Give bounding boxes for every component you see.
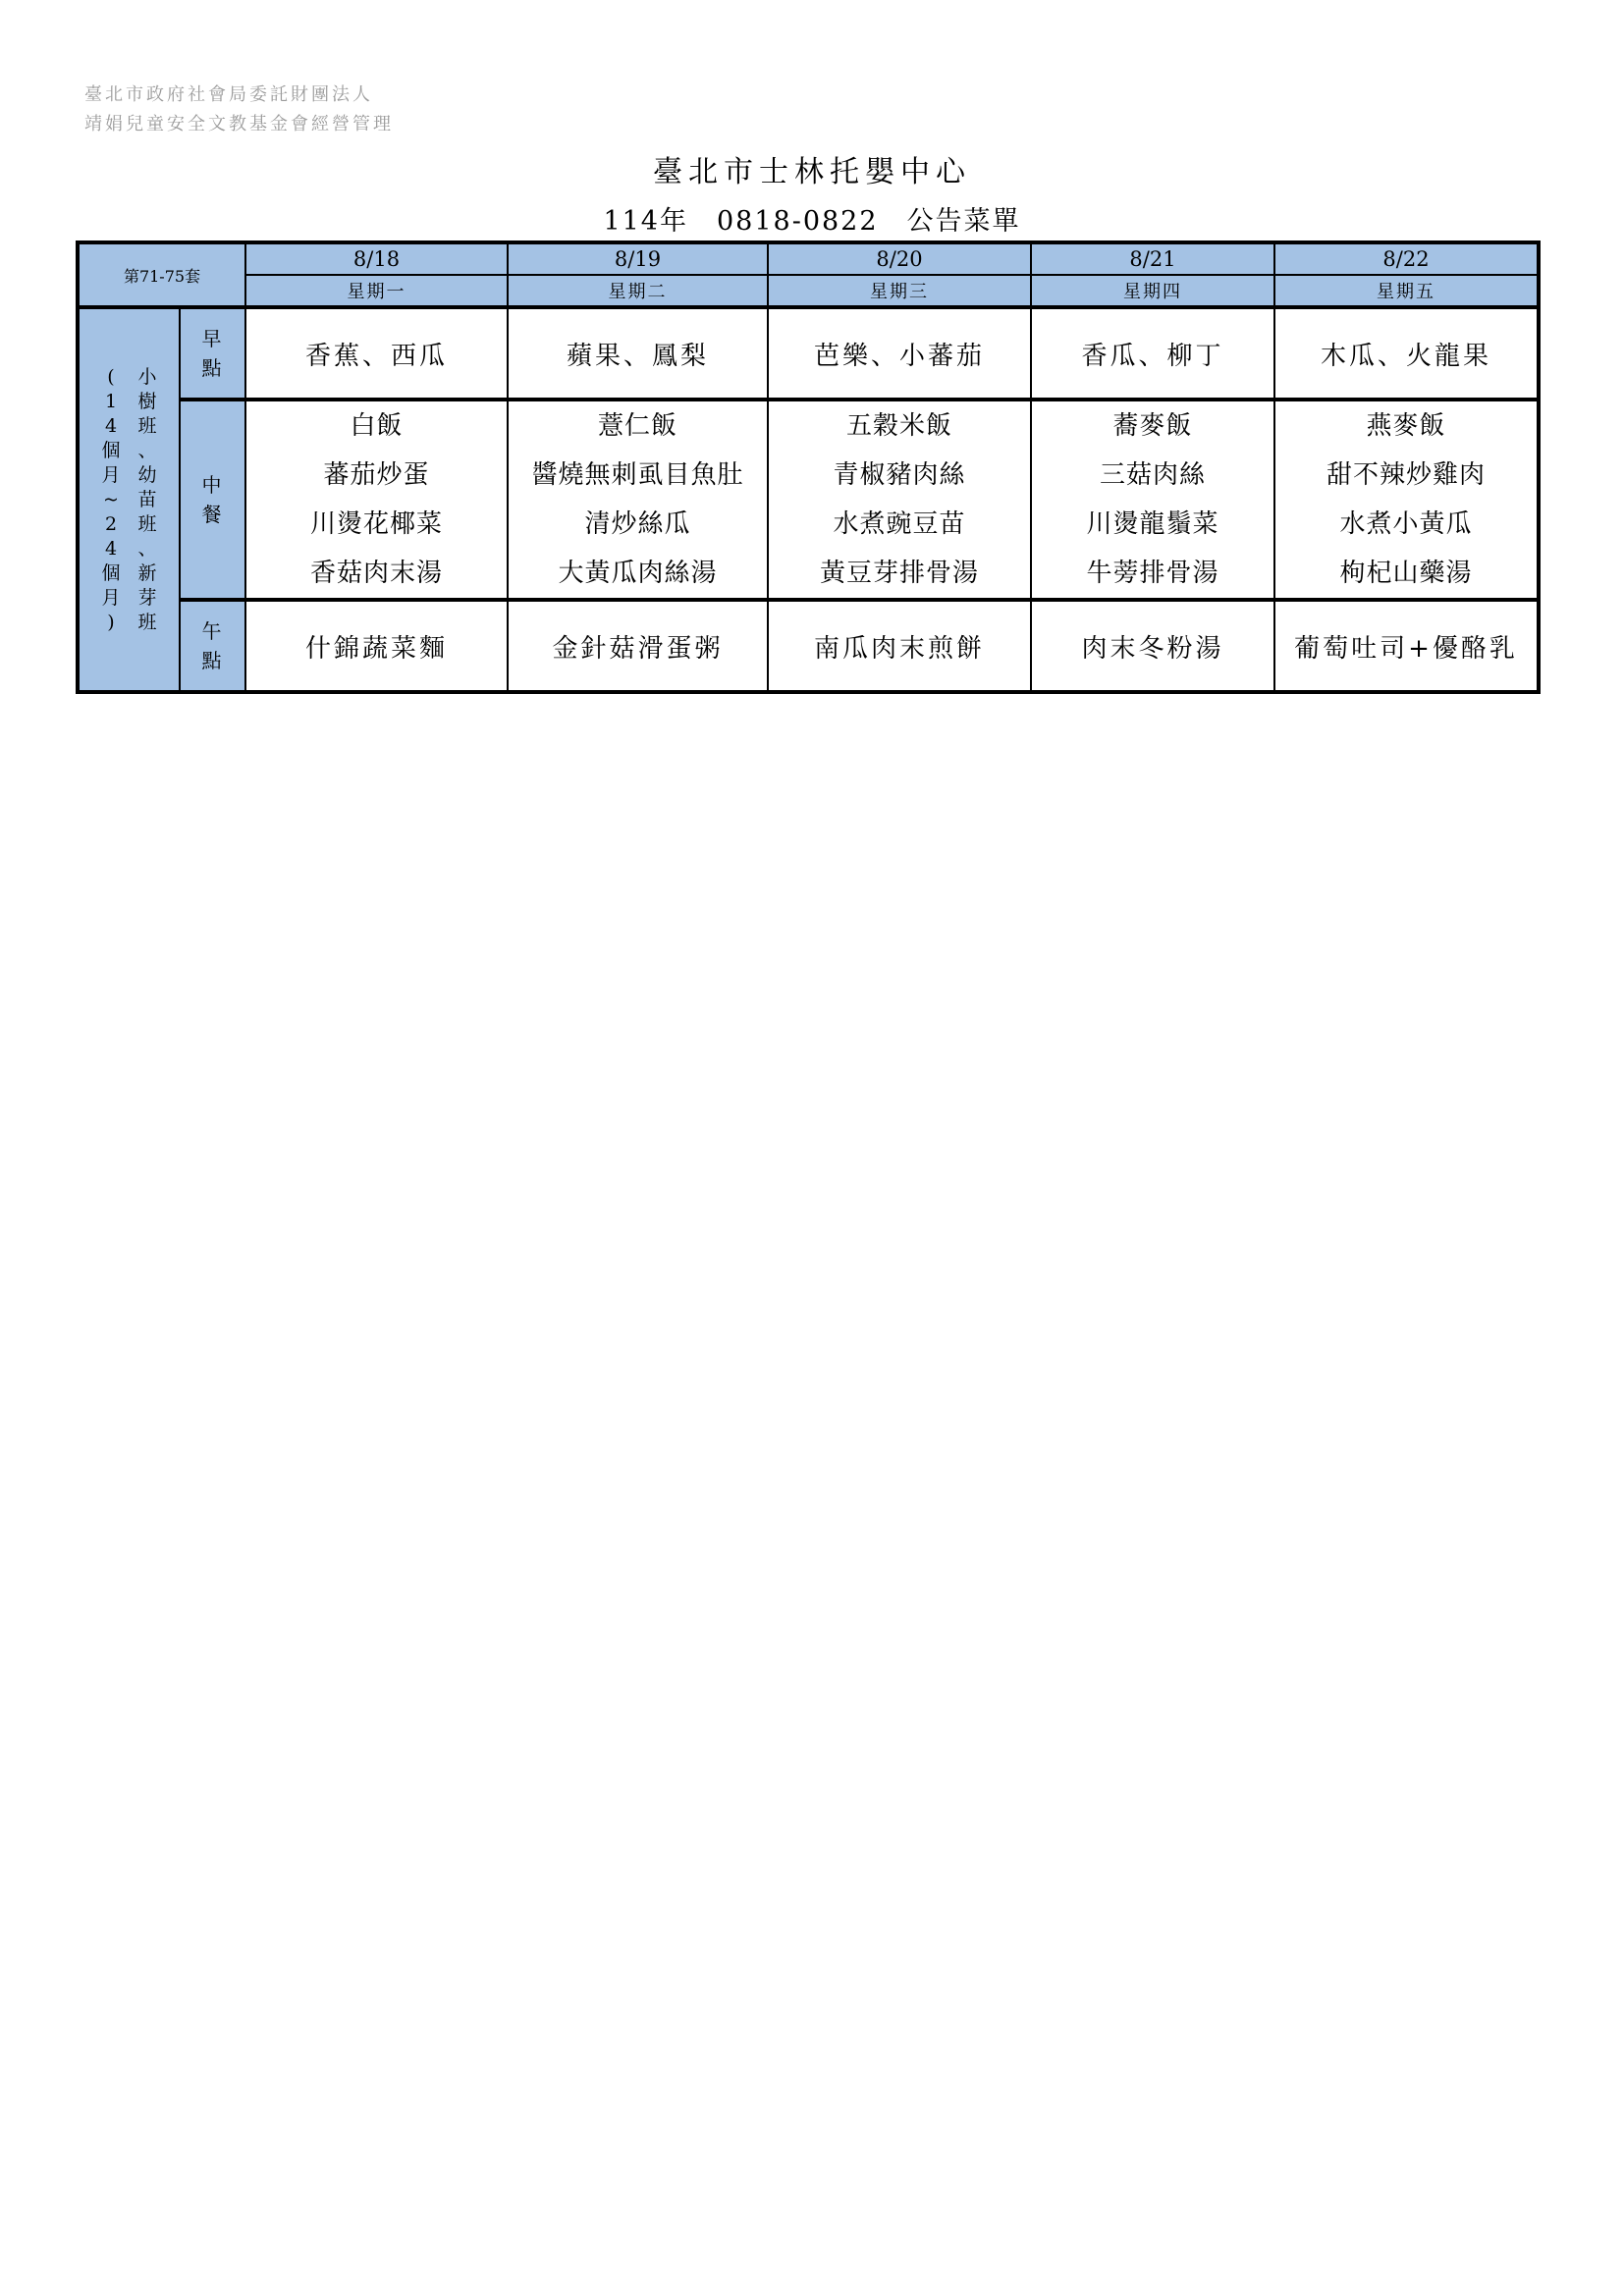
org-line: 靖娟兒童安全文教基金會經營管理 bbox=[84, 114, 394, 134]
menu-table bbox=[78, 242, 1539, 692]
organization-header bbox=[84, 80, 394, 139]
breakfast-cell: 木瓜、火龍果 bbox=[1274, 307, 1538, 400]
group-class-column: 小 樹 班 、 幼 苗 班 、 新 芽 班 bbox=[137, 365, 157, 633]
lunch-item: 蕎麥飯 bbox=[1112, 411, 1193, 441]
lunch-item: 五穀米飯 bbox=[846, 411, 953, 441]
lunch-item: 香菇肉末湯 bbox=[310, 559, 444, 588]
snack-cell: 什錦蔬菜麵 bbox=[245, 600, 508, 691]
snack-cell: 葡萄吐司+優酪乳 bbox=[1274, 600, 1538, 691]
page-title: 臺北市士林托嬰中心 bbox=[653, 155, 971, 189]
lunch-item: 白飯 bbox=[350, 411, 404, 441]
set-label: 第71-75套 bbox=[79, 243, 245, 307]
breakfast-cell: 香蕉、西瓜 bbox=[245, 307, 508, 400]
org-line: 臺北市政府社會局委託財團法人 bbox=[84, 84, 373, 105]
date-header: 8/18 bbox=[245, 243, 508, 275]
breakfast-cell: 芭樂、小蕃茄 bbox=[768, 307, 1031, 400]
date-header: 8/19 bbox=[508, 243, 768, 275]
date-header: 8/20 bbox=[768, 243, 1031, 275]
breakfast-cell: 香瓜、柳丁 bbox=[1031, 307, 1274, 400]
lunch-item: 大黃瓜肉絲湯 bbox=[558, 559, 718, 588]
lunch-cell bbox=[245, 400, 508, 600]
class-group-label bbox=[79, 307, 180, 691]
weekday-header: 星期五 bbox=[1274, 275, 1538, 307]
page-subtitle: 114年 0818-0822 公告菜單 bbox=[603, 206, 1021, 237]
lunch-item: 枸杞山藥湯 bbox=[1339, 559, 1473, 588]
snack-cell: 南瓜肉末煎餅 bbox=[768, 600, 1031, 691]
lunch-item: 醬燒無刺虱目魚肚 bbox=[531, 460, 744, 490]
lunch-item: 黃豆芽排骨湯 bbox=[820, 559, 980, 588]
weekday-header: 星期一 bbox=[245, 275, 508, 307]
lunch-item: 水煮豌豆苗 bbox=[833, 509, 966, 539]
lunch-cell bbox=[1274, 400, 1538, 600]
group-age-column: ( 1 4 個 月 ~ 2 4 個 月 ) bbox=[101, 365, 121, 633]
meal-label-breakfast: 早 點 bbox=[180, 307, 245, 400]
lunch-item: 薏仁飯 bbox=[598, 411, 678, 441]
weekday-header: 星期四 bbox=[1031, 275, 1274, 307]
lunch-item: 青椒豬肉絲 bbox=[833, 460, 966, 490]
lunch-item: 甜不辣炒雞肉 bbox=[1326, 460, 1487, 490]
weekday-header: 星期三 bbox=[768, 275, 1031, 307]
lunch-item: 蕃茄炒蛋 bbox=[323, 460, 430, 490]
lunch-item: 川燙花椰菜 bbox=[310, 509, 444, 539]
lunch-item: 燕麥飯 bbox=[1366, 411, 1446, 441]
meal-label-snack: 午 點 bbox=[180, 600, 245, 691]
snack-cell: 肉末冬粉湯 bbox=[1031, 600, 1274, 691]
lunch-item: 牛蒡排骨湯 bbox=[1086, 559, 1219, 588]
lunch-cell bbox=[768, 400, 1031, 600]
lunch-item: 三菇肉絲 bbox=[1100, 460, 1207, 490]
breakfast-cell: 蘋果、鳳梨 bbox=[508, 307, 768, 400]
lunch-cell bbox=[508, 400, 768, 600]
lunch-item: 水煮小黃瓜 bbox=[1339, 509, 1473, 539]
snack-cell: 金針菇滑蛋粥 bbox=[508, 600, 768, 691]
lunch-item: 川燙龍鬚菜 bbox=[1086, 509, 1219, 539]
date-header: 8/21 bbox=[1031, 243, 1274, 275]
meal-label-lunch: 中 餐 bbox=[180, 400, 245, 600]
weekday-header: 星期二 bbox=[508, 275, 768, 307]
lunch-item: 清炒絲瓜 bbox=[584, 509, 691, 539]
lunch-cell bbox=[1031, 400, 1274, 600]
date-header: 8/22 bbox=[1274, 243, 1538, 275]
